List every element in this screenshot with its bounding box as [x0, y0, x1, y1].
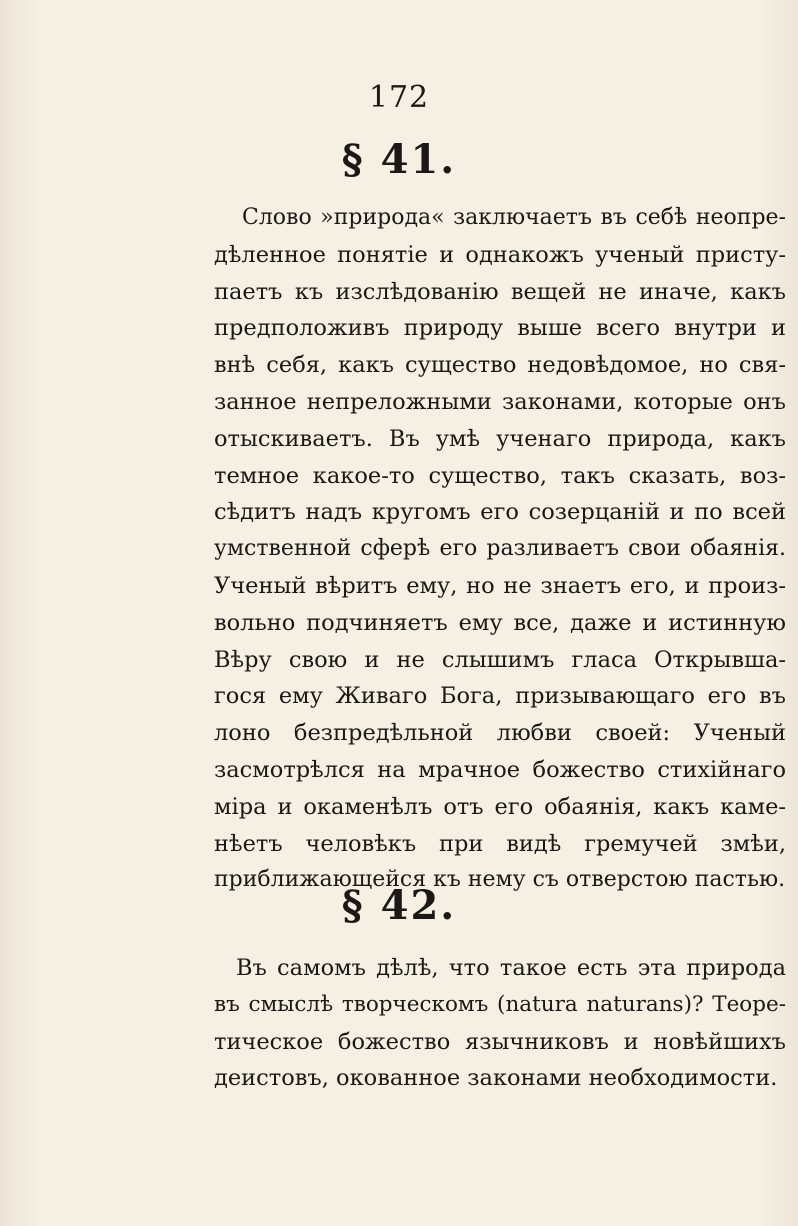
text-line: нѣетъ человѣкъ при видѣ гремучей змѣи,: [214, 830, 786, 857]
text-line: Вѣру свою и не слышимъ гласа Открывша-: [214, 646, 786, 673]
text-line: умственной сферѣ его разливаетъ свои обаянія.: [214, 536, 786, 562]
text-line: міра и окаменѣлъ отъ его обаянія, какъ каме-: [214, 793, 786, 820]
paragraph-section-41: [214, 200, 786, 899]
text-line: дѣленное понятіе и однакожъ ученый присту-: [214, 241, 786, 268]
text-line: внѣ себя, какъ существо недовѣдомое, но свя-: [214, 352, 786, 379]
text-line: Ученый вѣритъ ему, но не знаетъ его, и произ-: [214, 572, 786, 599]
text-line: приближающейся къ нему съ отверстою пастью.: [214, 867, 786, 893]
section-heading-41: § 41.: [341, 136, 457, 183]
text-line: Въ самомъ дѣлѣ, что такое есть эта природа: [236, 955, 786, 981]
text-line: засмотрѣлся на мрачное божество стихійнаго: [214, 756, 786, 783]
text-line: паетъ къ изслѣдованію вещей не иначе, какъ: [214, 278, 786, 305]
text-line: лоно безпредѣльной любви своей: Ученый: [214, 720, 786, 747]
text-line: вольно подчиняетъ ему все, даже и истинную: [214, 609, 786, 636]
paragraph-section-42: [214, 950, 786, 1097]
text-line: темное какое-то существо, такъ сказать, воз-: [214, 462, 786, 489]
text-line: въ смыслѣ творческомъ (natura naturans)? Теоре-: [214, 991, 786, 1017]
text-line: Слово »природа« заключаетъ въ себѣ неопре-: [242, 205, 786, 230]
section-heading-42: § 42.: [341, 882, 457, 929]
text-line: тическое божество язычниковъ и новѣйшихъ: [214, 1028, 786, 1055]
text-line: предположивъ природу выше всего внутри и: [214, 315, 786, 342]
text-line: занное непреложными законами, которые онъ: [214, 388, 786, 415]
text-line: деистовъ, окованное законами необходимости.: [214, 1065, 778, 1092]
page-number: 172: [368, 80, 430, 115]
text-line: сѣдитъ надъ кругомъ его созерцаній и по всей: [214, 499, 786, 526]
text-line: отыскиваетъ. Въ умѣ ученаго природа, какъ: [214, 425, 786, 452]
text-line: гося ему Живаго Бога, призывающаго его въ: [214, 683, 786, 710]
